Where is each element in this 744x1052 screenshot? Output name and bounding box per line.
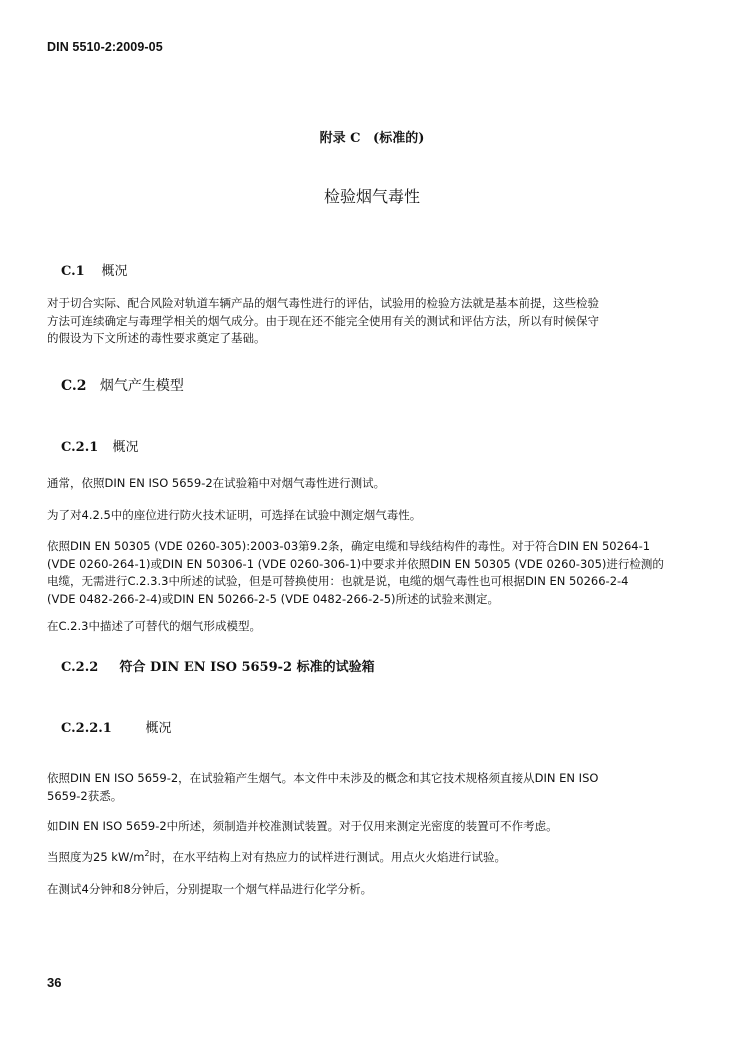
section-heading-c1 — [61, 260, 128, 279]
irradiance-superscript: 2 — [144, 849, 150, 859]
section-heading-c21 — [61, 436, 139, 455]
section-number: C.1 — [61, 264, 85, 279]
section-title: 概况 — [145, 721, 172, 736]
annex-status: (标准的) — [373, 131, 425, 146]
paragraph-test-chamber: 通常，依照DIN EN ISO 5659-2在试验箱中对烟气毒性进行测试。 — [47, 476, 386, 490]
paragraph-seats: 为了对4.2.5中的座位进行防火技术证明，可选择在试验中测定烟气毒性。 — [47, 508, 422, 522]
irradiance-text-b: 时，在水平结构上对有热应力的试样进行测试。用点火火焰进行试验。 — [149, 850, 506, 864]
section-title: 概况 — [112, 440, 139, 455]
page-number: 36 — [47, 975, 62, 990]
section-heading-c22 — [61, 656, 375, 675]
irradiance-text-a: 当照度为25 kW/m — [47, 850, 145, 864]
section-number: C.2.1 — [61, 440, 99, 455]
document-id-header: DIN 5510-2:2009-05 — [47, 40, 163, 54]
section-title: 概况 — [101, 264, 128, 279]
paragraph-alternative-model: 在C.2.3中描述了可替代的烟气形成模型。 — [47, 619, 261, 633]
paragraph-test-apparatus: 如DIN EN ISO 5659-2中所述，须制造并校准测试装置。对于仅用来测定光密度的装置可不作考虑。 — [47, 819, 558, 833]
section-title: 烟气产生模型 — [99, 378, 184, 394]
annex-label: 附录 C — [319, 131, 361, 146]
section-title: 符合 DIN EN ISO 5659-2 标准的试验箱 — [119, 660, 375, 675]
paragraph-irradiance — [47, 849, 697, 867]
section-number: C.2 — [61, 378, 87, 394]
paragraph-overview: 对于切合实际、配合风险对轨道车辆产品的烟气毒性进行的评估，试验用的检验方法就是基本前提，这些检验 方法可连续确定与毒理学相关的烟气成分。由于现在还不能完全使用有关的测试和评估方法，所以有时候保守 的假设为下文所述的毒性要求奠定了基础。 — [47, 296, 599, 345]
paragraph-cables: 依照DIN EN 50305 (VDE 0260-305):2003-03第9.2条，确定电缆和导线结构件的毒性。对于符合DIN EN 50264-1 (VDE 0260-264-1)或DIN EN 50306-1 (VDE 0260-306-1)中要求并依照DIN EN 50305 (VDE 0260-305)进行检测的 电缆，无需进行C.2.3.3中所述的试验，但是可替换使用：也就是说，电缆的烟气毒性也可根据DIN EN 50266-2-4 (VDE 0482-266-2-4)或DIN EN 50266-2-5 (VDE 0482-266-2-5)所述的试验来测定。 — [47, 539, 664, 606]
annex-heading — [0, 127, 744, 146]
paragraph-sampling: 在测试4分钟和8分钟后，分别提取一个烟气样品进行化学分析。 — [47, 882, 373, 896]
section-heading-c221 — [61, 717, 172, 736]
section-number: C.2.2 — [61, 660, 99, 675]
annex-title: 检验烟气毒性 — [323, 187, 420, 206]
paragraph-smoke-generation: 依照DIN EN ISO 5659-2，在试验箱产生烟气。本文件中未涉及的概念和其它技术规格须直接从DIN EN ISO 5659-2获悉。 — [47, 771, 599, 803]
section-heading-c2 — [61, 375, 184, 395]
section-number: C.2.2.1 — [61, 721, 112, 736]
